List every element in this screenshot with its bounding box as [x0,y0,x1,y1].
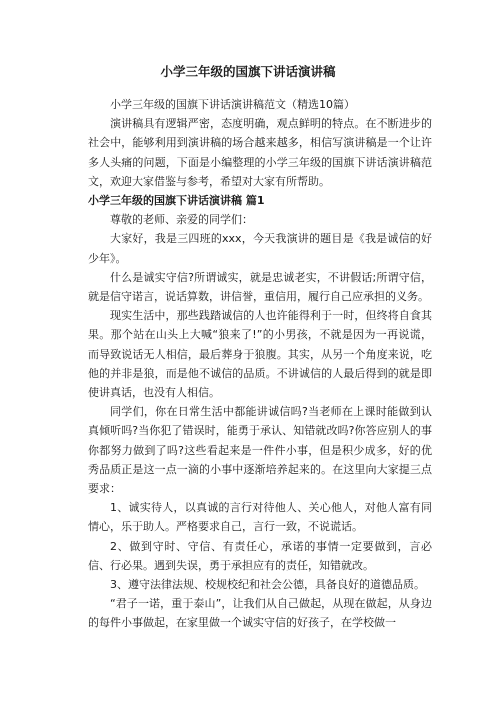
body-paragraph: “君子一诺，重于泰山”，让我们从自己做起，从现在做起，从身边的每件小事做起，在家里做一个诚实守信的好孩子，在学校做一 [88,597,432,630]
body-paragraph: 同学们，你在日常生活中都能讲诚信吗?当老师在上课时能做到认真倾听吗?当你犯了错误时，能勇于承认、知错就改吗?你答应别人的事你都努力做到了吗?这些看起来是一件件小事，但是积少成多，好的优秀品质正是这一点一滴的小事中逐渐培养起来的。在这里向大家提三点要求： [88,405,432,496]
intro-paragraph: 演讲稿具有逻辑严密，态度明确，观点鲜明的特点。在不断进步的社会中，能够利用到演讲稿的场合越来越多，相信写演讲稿是一个让许多人头痛的问题，下面是小编整理的小学三年级的国旗下讲话演讲稿范文，欢迎大家借鉴与参考，希望对大家有所帮助。 [88,117,432,188]
list-item: 3、遵守法律法规、校规校纪和社会公德，具备良好的道德品质。 [110,578,425,592]
section-heading: 小学三年级的国旗下讲话演讲稿 篇1 [88,194,265,208]
body-paragraph: 什么是诚实守信?所谓诚实，就是忠诚老实，不讲假话;所谓守信，就是信守诺言，说话算数，讲信誉，重信用，履行自己应承担的义务。 [88,270,432,304]
greeting-paragraph: 尊敬的老师、亲爱的同学们： [110,213,253,227]
body-paragraph: 大家好，我是三四班的xxx，今天我演讲的题目是《我是诚信的好少年》。 [88,232,432,265]
document-title: 小学三年级的国旗下讲话演讲稿 [160,64,336,79]
body-paragraph: 现实生活中，那些践踏诚信的人也许能得利于一时，但终将自食其果。那个站在山头上大喊“狼来了!”的小男孩，不就是因为一再说谎，而导致说话无人相信，最后葬身于狼腹。其实，从另一个角度来说，吃他的并非是狼，而是他不诚信的品质。不讲诚信的人最后得到的就是即使讲真话，也没有人相信。 [88,309,432,400]
subtitle-paragraph: 小学三年级的国旗下讲话演讲稿范文（精选10篇） [110,98,355,111]
list-item: 2、做到守时、守信、有责任心，承诺的事情一定要做到，言必信、行必果。遇到失误，勇于承担应有的责任，知错就改。 [88,539,432,572]
document-body [88,95,432,633]
list-item: 1、诚实待人，以真诚的言行对待他人、关心他人，对他人富有同情心，乐于助人。严格要求自己，言行一致，不说谎话。 [88,501,432,534]
